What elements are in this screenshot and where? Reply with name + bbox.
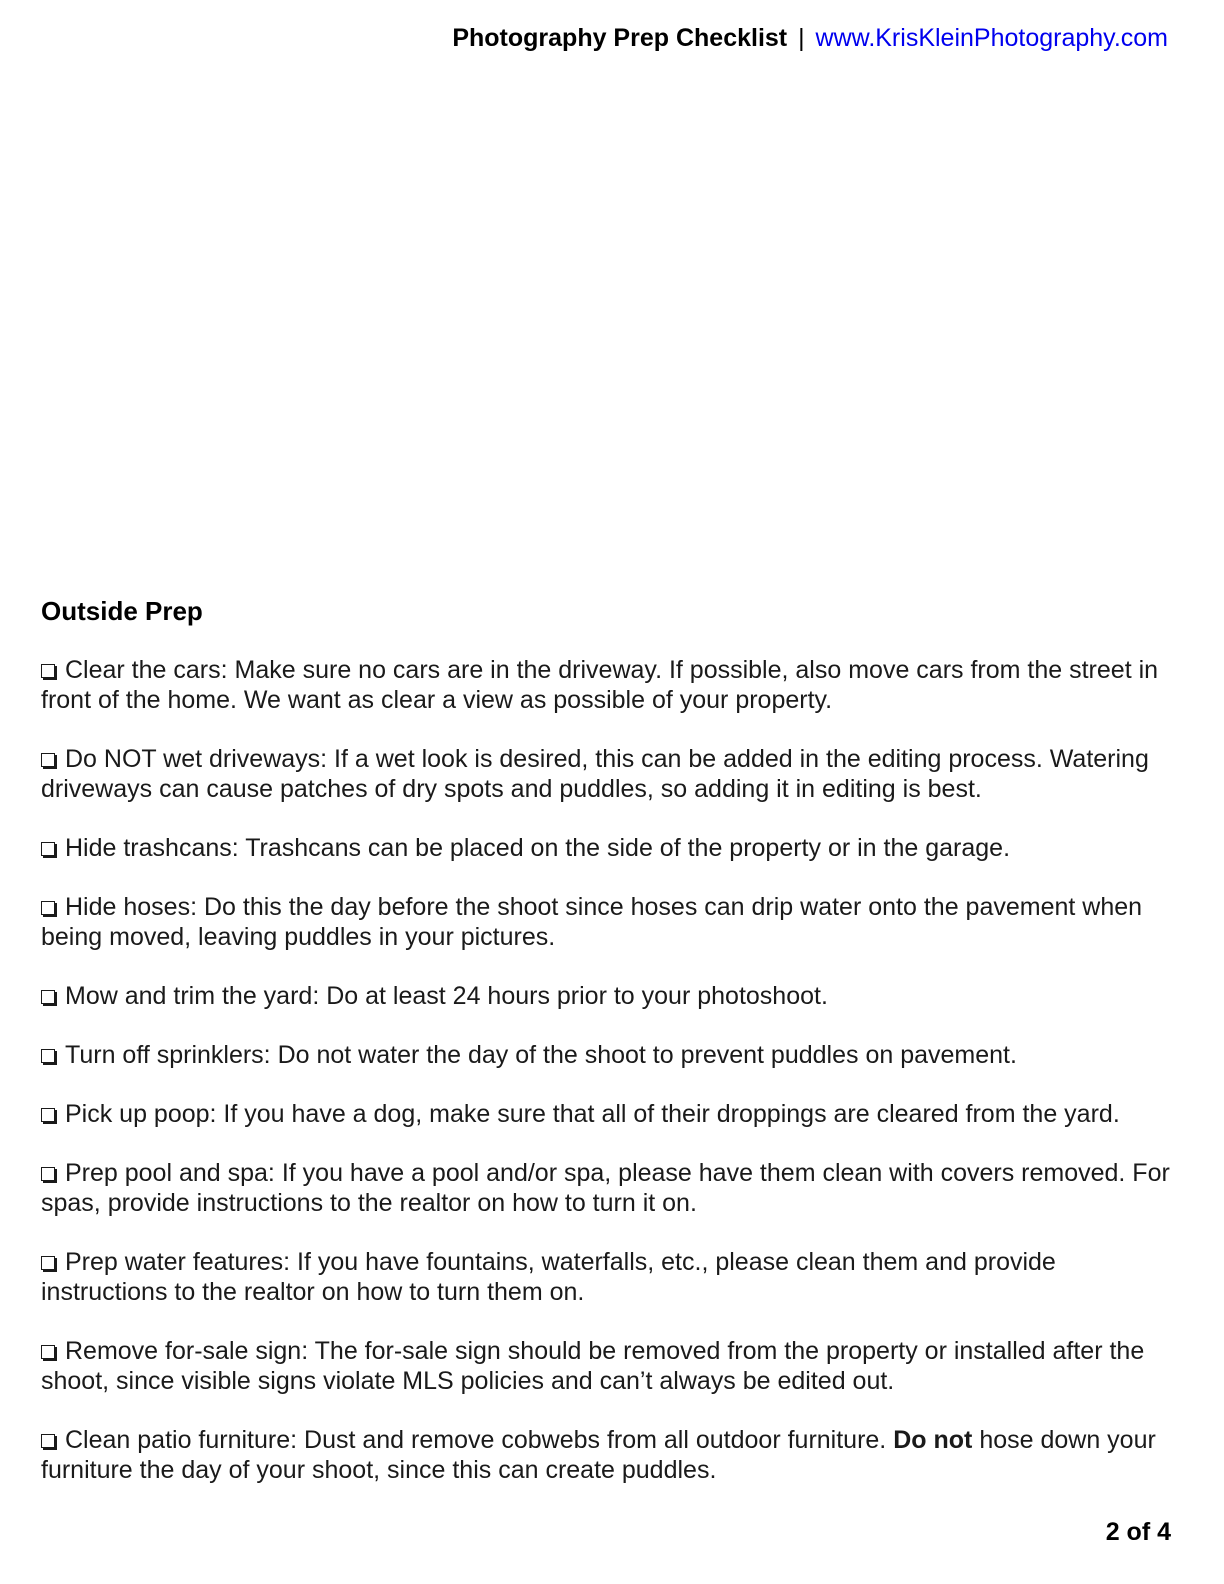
checkbox-icon[interactable] bbox=[41, 901, 55, 915]
checkbox-icon[interactable] bbox=[41, 1434, 55, 1448]
checklist-item-for-sale-sign bbox=[41, 1336, 1181, 1396]
checklist-item-poop bbox=[41, 1099, 1181, 1129]
checklist-item-text: Do NOT wet driveways: If a wet look is desired, this can be added in the editing process. Watering driveways can cause patches of dry spots and puddles, so adding it in editing is best. bbox=[41, 745, 1149, 803]
checklist-item-text: Prep pool and spa: If you have a pool and/or spa, please have them clean with covers removed. For spas, provide instructions to the realtor on how to turn it on. bbox=[41, 1159, 1170, 1217]
checklist-item-text: Turn off sprinklers: Do not water the day of the shoot to prevent puddles on pavement. bbox=[65, 1041, 1017, 1069]
checklist-item-text: hose down your furniture the day of your shoot, since this can create puddles. bbox=[41, 1426, 1156, 1484]
checklist-item-hoses bbox=[41, 892, 1181, 952]
website-link[interactable]: www.KrisKleinPhotography.com bbox=[815, 24, 1168, 52]
checklist-item-trashcans bbox=[41, 833, 1181, 863]
checkbox-icon[interactable] bbox=[41, 1345, 55, 1359]
checklist bbox=[41, 655, 1181, 1485]
page-number: 2 of 4 bbox=[1105, 1518, 1171, 1546]
checkbox-icon[interactable] bbox=[41, 1108, 55, 1122]
checklist-item-text: Hide trashcans: Trashcans can be placed on the side of the property or in the garage. bbox=[65, 834, 1011, 862]
checkbox-icon[interactable] bbox=[41, 990, 55, 1004]
checkbox-icon[interactable] bbox=[41, 842, 55, 856]
page-header bbox=[452, 24, 1168, 53]
checklist-section bbox=[41, 596, 1181, 1514]
checklist-item-wet-driveways bbox=[41, 744, 1181, 804]
checklist-item-mow bbox=[41, 981, 1181, 1011]
document-title: Photography Prep Checklist bbox=[452, 24, 788, 52]
checklist-item-text: Clear the cars: Make sure no cars are in the driveway. If possible, also move cars from the street in front of the home. We want as clear a view as possible of your property. bbox=[41, 656, 1159, 714]
checklist-item-text: Clean patio furniture: Dust and remove cobwebs from all outdoor furniture. bbox=[65, 1426, 887, 1454]
checklist-item-text: Hide hoses: Do this the day before the shoot since hoses can drip water onto the pavement when being moved, leaving puddles in your pictures. bbox=[41, 893, 1143, 951]
checklist-item-text: Prep water features: If you have fountains, waterfalls, etc., please clean them and provide instructions to the realtor on how to turn them on. bbox=[41, 1248, 1056, 1306]
checklist-item-water-features bbox=[41, 1247, 1181, 1307]
checkbox-icon[interactable] bbox=[41, 1256, 55, 1270]
checkbox-icon[interactable] bbox=[41, 1049, 55, 1063]
checklist-item-patio-furniture bbox=[41, 1425, 1181, 1485]
header-separator: | bbox=[798, 24, 805, 52]
checklist-item-pool-spa bbox=[41, 1158, 1181, 1218]
emphasis-text: Do not bbox=[893, 1426, 973, 1454]
checkbox-icon[interactable] bbox=[41, 753, 55, 767]
checklist-item-text: Remove for-sale sign: The for-sale sign should be removed from the property or installed after the shoot, since visible signs violate MLS policies and can’t always be edited out. bbox=[41, 1337, 1145, 1395]
checklist-item-clear-cars bbox=[41, 655, 1181, 715]
checkbox-icon[interactable] bbox=[41, 664, 55, 678]
checklist-item-text: Mow and trim the yard: Do at least 24 hours prior to your photoshoot. bbox=[65, 982, 828, 1010]
checkbox-icon[interactable] bbox=[41, 1167, 55, 1181]
checklist-item-text: Pick up poop: If you have a dog, make sure that all of their droppings are cleared from the yard. bbox=[65, 1100, 1120, 1128]
section-heading: Outside Prep bbox=[41, 596, 203, 626]
checklist-item-sprinklers bbox=[41, 1040, 1181, 1070]
